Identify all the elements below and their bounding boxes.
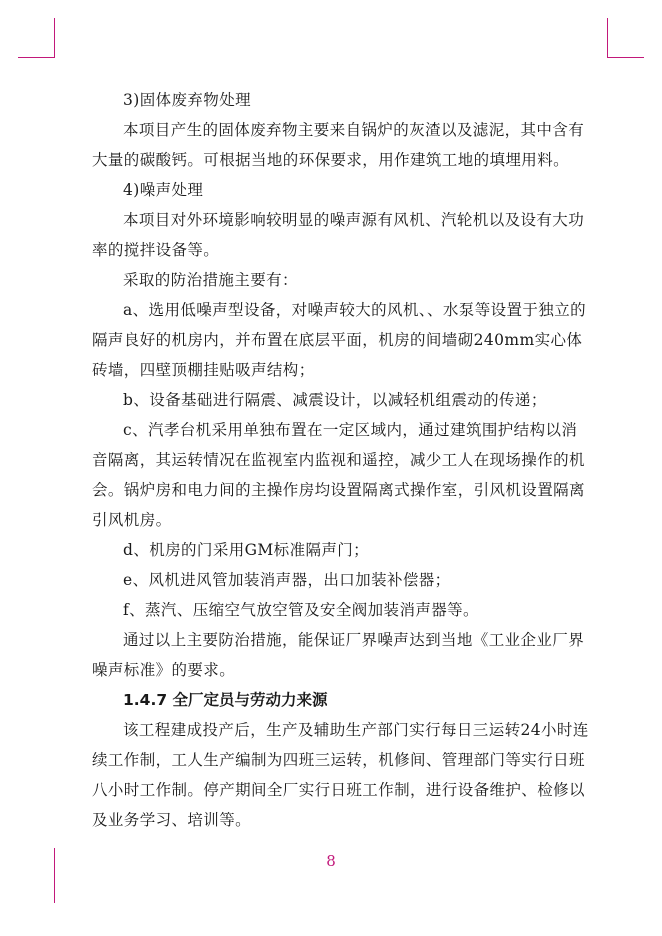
paragraph-staffing: 该工程建成投产后，生产及辅助生产部门实行每日三运转24小时连续工作制，工人生产编制为四班三运转，机修间、管理部门等实行日班八小时工作制。停产期间全厂实行日班工作制，进行设备维护、检修以及业务学习、培训等。 [92, 721, 589, 829]
crop-mark-top-left-v [54, 18, 55, 58]
list-item-e: e、风机进风管加装消声器，出口加装补偿器； [123, 571, 451, 589]
crop-mark-top-right-v [607, 18, 608, 58]
list-item-b: b、设备基础进行隔震、减震设计，以减轻机组震动的传递； [123, 391, 547, 409]
section-heading: 1.4.7 全厂定员与劳动力来源 [123, 691, 328, 709]
list-item-d: d、机房的门采用GM标准隔声门； [123, 541, 370, 559]
list-item-a: a、选用低噪声型设备，对噪声较大的风机、、水泵等设置于独立的隔声良好的机房内，并布置在底层平面，机房的间墙砌240mm实心体砖墙，四壁顶棚挂贴吸声结构； [92, 301, 586, 379]
document-body [92, 85, 592, 835]
list-item-f: f、蒸汽、压缩空气放空管及安全阀加装消声器等。 [123, 601, 479, 619]
subsection-title-solid-waste: 3)固体废弃物处理 [123, 91, 252, 109]
paragraph-solid-waste: 本项目产生的固体废弃物主要来自锅炉的灰渣以及滤泥，其中含有大量的碳酸钙。可根据当地的环保要求，用作建筑工地的填埋用料。 [92, 121, 585, 169]
list-item-c: c、汽孝台机采用单独布置在一定区域内，通过建筑围护结构以消音隔离，其运转情况在监视室内监视和遥控，减少工人在现场操作的机会。锅炉房和电力间的主操作房均设置隔离式操作室，引风机设置隔离引风机房。 [92, 421, 585, 529]
crop-mark-top-left-h [18, 57, 54, 58]
page-number: 8 [326, 852, 336, 870]
subsection-title-noise: 4)噪声处理 [123, 181, 204, 199]
paragraph-measures-intro: 采取的防治措施主要有： [123, 271, 298, 289]
crop-mark-top-right-h [608, 57, 644, 58]
paragraph-noise-sources: 本项目对外环境影响较明显的噪声源有风机、汽轮机以及设有大功率的搅拌设备等。 [92, 211, 585, 259]
paragraph-conclusion: 通过以上主要防治措施，能保证厂界噪声达到当地《工业企业厂界噪声标准》的要求。 [92, 631, 585, 679]
